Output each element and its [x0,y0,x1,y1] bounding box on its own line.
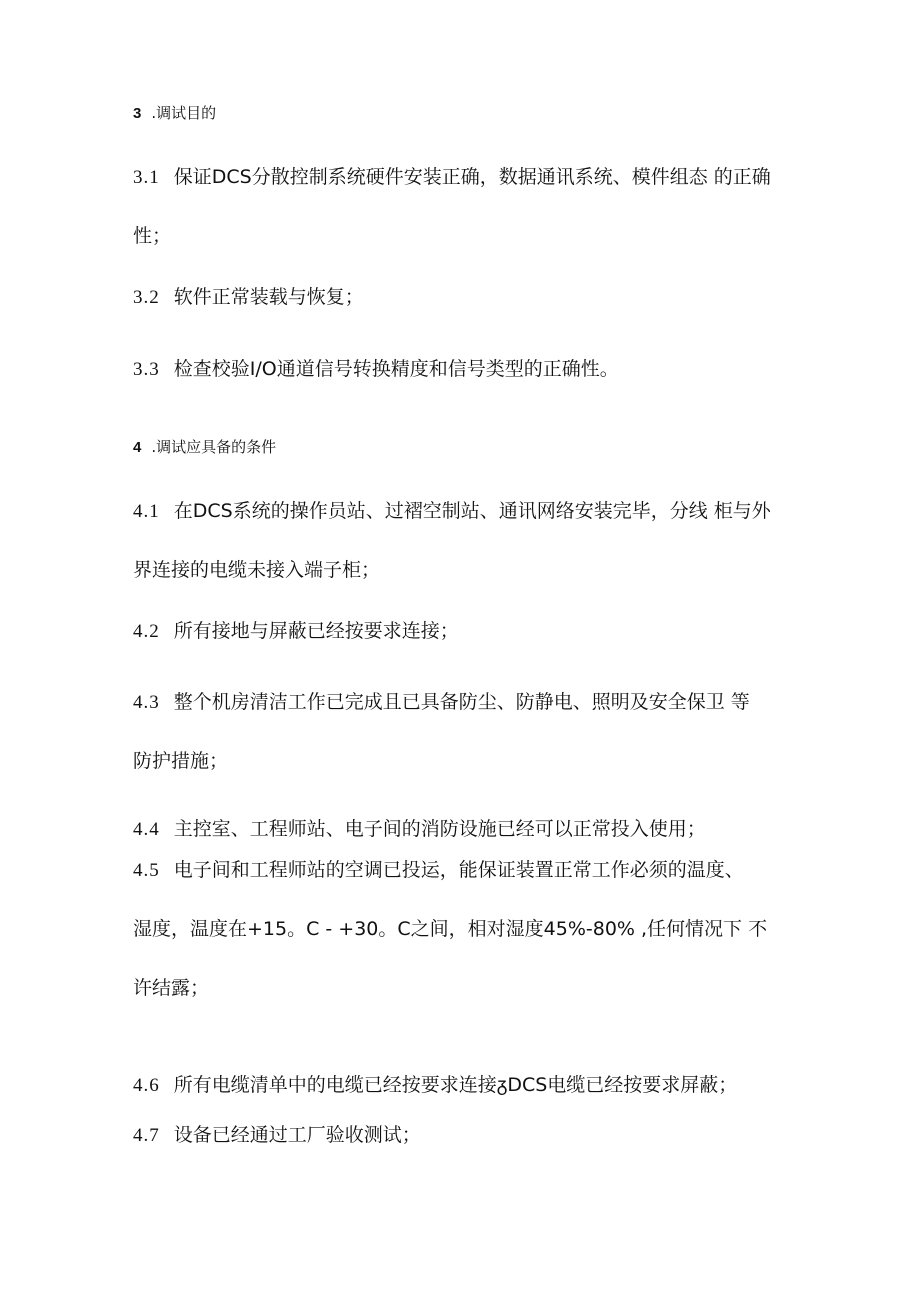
clause-3-3 [133,355,803,384]
section-heading-3 [133,103,216,124]
clause-line: 性； [133,225,172,247]
clause-4-1 [133,497,803,585]
clause-number: 3.1 [133,167,160,188]
clause-line: 湿度，温度在+15。C - +30。C之间，相对湿度45%-80% ,任何情况下 不 [133,918,768,940]
clause-4-5 [133,856,803,1003]
clause-line [133,688,803,717]
clause-text: 保证DCS分散控制系统硬件安装正确，数据通讯系统、模件组态 的正确 [173,166,771,188]
clause-line: 许结露； [133,977,210,999]
section-title: .调试应具备的条件 [151,438,277,456]
clause-line [133,355,803,384]
clause-number: 4.4 [133,819,160,840]
clause-number: 3.3 [133,359,160,380]
clause-line [133,1121,803,1150]
clause-4-7 [133,1121,803,1150]
section-number: 3 [133,105,142,122]
clause-text: 设备已经通过工厂验收测试； [173,1124,421,1146]
clause-number: 4.3 [133,692,160,713]
clause-line [133,815,803,844]
clause-number: 4.6 [133,1075,160,1096]
section-number: 4 [133,439,142,456]
clause-line: 防护措施； [133,750,229,772]
clause-line [133,856,803,885]
clause-line [133,617,803,646]
clause-3-2 [133,283,803,312]
section-title: .调试目的 [151,104,217,122]
clause-text: 电子间和工程师站的空调已投运，能保证装置正常工作必须的温度、 [173,859,744,881]
clause-number: 3.2 [133,287,160,308]
clause-4-6 [133,1071,803,1100]
clause-4-2 [133,617,803,646]
clause-text: 所有电缆清单中的电缆已经按要求连接ᵹDCS电缆已经按要求屏蔽； [173,1074,738,1096]
clause-text: 所有接地与屏蔽已经按要求连接； [173,620,459,642]
clause-number: 4.2 [133,621,160,642]
clause-text: 在DCS系统的操作员站、过褶空制站、通讯网络安装完毕，分线 柜与外 [173,500,771,522]
clause-line [133,283,803,312]
clause-line [133,497,803,526]
clause-line [133,163,803,192]
clause-text: 软件正常装载与恢复； [173,286,364,308]
clause-text: 主控室、工程师站、电子间的消防设施已经可以正常投入使用； [173,818,706,840]
clause-text: 检查校验I/O通道信号转换精度和信号类型的正确性。 [173,358,619,380]
clause-3-1 [133,163,803,251]
clause-number: 4.1 [133,501,160,522]
clause-number: 4.7 [133,1125,160,1146]
clause-4-4 [133,815,803,844]
clause-line: 界连接的电缆未接入端子柜； [133,559,381,581]
clause-line [133,1071,803,1100]
clause-number: 4.5 [133,860,160,881]
clause-text: 整个机房清洁工作已完成且已具备防尘、防静电、照明及安全保卫 等 [173,691,750,713]
section-heading-4 [133,437,276,458]
clause-4-3 [133,688,803,776]
